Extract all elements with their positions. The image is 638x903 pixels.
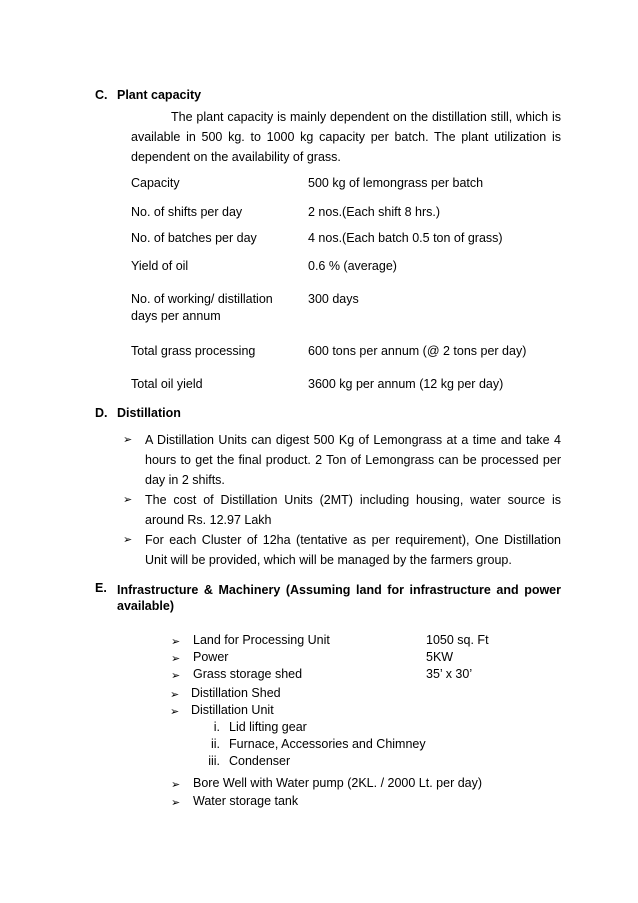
table-label: Total grass processing bbox=[131, 344, 256, 358]
sub-item-number: i. bbox=[213, 720, 220, 734]
table-label: No. of shifts per day bbox=[131, 205, 243, 219]
infra-item-label: Bore Well with Water pump (2KL. / 2000 Lt. per day) bbox=[193, 776, 483, 790]
table-value: 2 nos.(Each shift 8 hrs.) bbox=[308, 205, 441, 219]
arrow-bullet-icon: ➢ bbox=[123, 534, 133, 546]
infra-item-label: Land for Processing Unit bbox=[193, 633, 330, 647]
bullet-text: A Distillation Units can digest 500 Kg of Lemongrass at a time and take 4 hours to get the final product. 2 Ton of Lemongrass can be processed per day in 2 shifts. bbox=[145, 433, 561, 487]
sub-item-label: Condenser bbox=[229, 754, 291, 768]
table-value: 3600 kg per annum (12 kg per day) bbox=[308, 377, 504, 391]
arrow-bullet-icon: ➢ bbox=[170, 706, 180, 718]
arrow-bullet-icon: ➢ bbox=[170, 689, 180, 701]
section-c-paragraph: The plant capacity is mainly dependent on the distillation still, which is available in 500 kg. to 1000 kg capacity per batch. The plant utilization is dependent on the availability of grass. bbox=[131, 110, 561, 164]
section-e-heading: Infrastructure & Machinery (Assuming land for infrastructure and power bbox=[117, 583, 561, 597]
table-label-cont: days per annum bbox=[131, 309, 221, 323]
infra-item-label: Grass storage shed bbox=[193, 667, 303, 681]
table-value: 600 tons per annum (@ 2 tons per day) bbox=[308, 344, 527, 358]
table-value: 4 nos.(Each batch 0.5 ton of grass) bbox=[308, 231, 503, 245]
infra-item-value: 1050 sq. Ft bbox=[426, 633, 489, 647]
sub-item-number: ii. bbox=[210, 737, 220, 751]
table-value: 500 kg of lemongrass per batch bbox=[308, 176, 484, 190]
arrow-bullet-icon: ➢ bbox=[171, 653, 181, 665]
infra-item-label: Water storage tank bbox=[193, 794, 299, 808]
arrow-bullet-icon: ➢ bbox=[171, 636, 181, 648]
arrow-bullet-icon: ➢ bbox=[171, 779, 181, 791]
sub-item-label: Lid lifting gear bbox=[229, 720, 307, 734]
section-e-heading-cont: available) bbox=[117, 599, 174, 613]
table-label: Yield of oil bbox=[131, 259, 189, 273]
table-value: 300 days bbox=[308, 292, 359, 306]
section-e-letter: E. bbox=[95, 581, 107, 595]
infra-item-label: Distillation Unit bbox=[191, 703, 274, 717]
sub-item-number: iii. bbox=[208, 754, 220, 768]
section-c-letter: C. bbox=[95, 88, 108, 102]
bullet-text: The cost of Distillation Units (2MT) including housing, water source is around Rs. 12.97 Lakh bbox=[145, 493, 561, 527]
infra-item-value: 35’ x 30’ bbox=[426, 667, 473, 681]
arrow-bullet-icon: ➢ bbox=[123, 434, 133, 446]
table-label: No. of working/ distillation bbox=[131, 292, 273, 306]
table-value: 0.6 % (average) bbox=[308, 259, 397, 273]
arrow-bullet-icon: ➢ bbox=[171, 797, 181, 809]
infra-item-label: Distillation Shed bbox=[191, 686, 281, 700]
infra-item-label: Power bbox=[193, 650, 229, 664]
section-d-heading: Distillation bbox=[117, 406, 181, 420]
table-label: Total oil yield bbox=[131, 377, 203, 391]
arrow-bullet-icon: ➢ bbox=[171, 670, 181, 682]
arrow-bullet-icon: ➢ bbox=[123, 494, 133, 506]
sub-item-label: Furnace, Accessories and Chimney bbox=[229, 737, 426, 751]
infra-item-value: 5KW bbox=[426, 650, 454, 664]
table-label: No. of batches per day bbox=[131, 231, 257, 245]
section-d-letter: D. bbox=[95, 406, 108, 420]
section-c-heading: Plant capacity bbox=[117, 88, 202, 102]
table-label: Capacity bbox=[131, 176, 180, 190]
bullet-text: For each Cluster of 12ha (tentative as per requirement), One Distillation Unit will be provided, which will be managed by the farmers group. bbox=[145, 533, 561, 567]
